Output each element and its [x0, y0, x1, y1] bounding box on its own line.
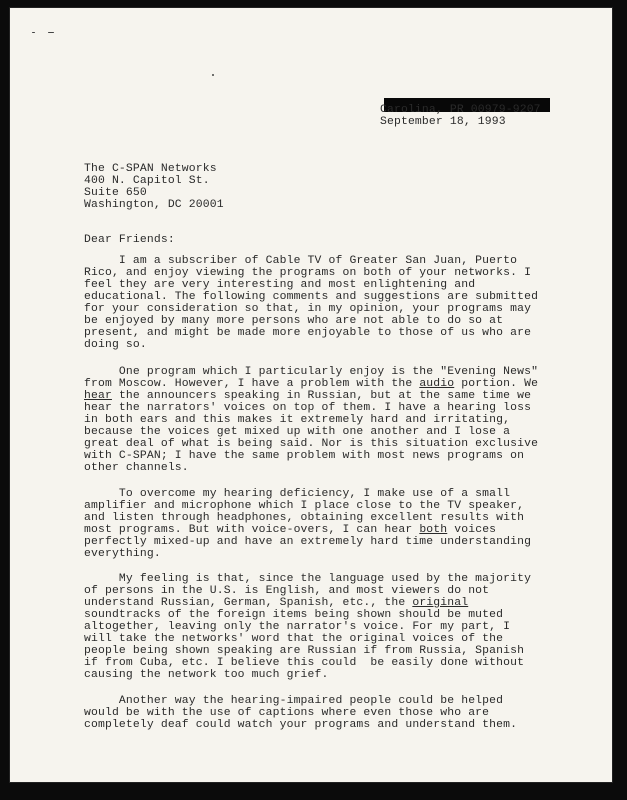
paragraph-line: would be with the use of captions where even those who are — [84, 707, 490, 719]
sender-city-line: Carolina, PR 00979-9207 — [380, 104, 541, 116]
paragraph-line: amplifier and microphone which I place close to the TV speaker, — [84, 500, 525, 512]
paragraph-line: for your consideration so that, in my opinion, your programs may — [84, 303, 532, 315]
paragraph-line: present, and might be made more enjoyable to those of us who are — [84, 327, 532, 339]
salutation: Dear Friends: — [84, 234, 175, 246]
text-run: most programs. But with voice-overs, I can hear — [84, 524, 420, 536]
text-run: from Moscow. However, I have a problem with the — [84, 378, 420, 390]
paragraph-line: doing so. — [84, 339, 147, 351]
paragraph-line: perfectly mixed-up and have an extremely hard time understanding — [84, 536, 532, 548]
paragraph-line: because the voices get mixed up with one another and I lose a — [84, 426, 511, 438]
paragraph-line: of persons in the U.S. is English, and most viewers do not — [84, 585, 490, 597]
underlined-word: both — [419, 524, 448, 536]
paragraph-line — [84, 598, 468, 610]
paragraph-line: soundtracks of the foreign items being shown should be muted — [84, 609, 504, 621]
paragraph-line: Another way the hearing-impaired people could be helped — [84, 695, 504, 707]
paragraph-line: in both ears and this makes it extremely hard and irritating, — [84, 414, 511, 426]
paragraph-line: great deal of what is being said. Nor is this situation exclusive — [84, 438, 539, 450]
paragraph-line: other channels. — [84, 462, 189, 474]
recipient-line: 400 N. Capitol St. — [84, 175, 210, 187]
paper-speck — [32, 32, 35, 33]
paragraph-line: people being shown speaking are Russian if from Russia, Spanish — [84, 645, 525, 657]
paragraph-line: causing the network too much grief. — [84, 669, 329, 681]
paper-speck — [48, 32, 54, 33]
underlined-word: original — [412, 597, 469, 609]
text-run: understand Russian, German, Spanish, etc., the — [84, 597, 413, 609]
paragraph-line: everything. — [84, 548, 161, 560]
paragraph-line: My feeling is that, since the language used by the majority — [84, 573, 532, 585]
letter-date: September 18, 1993 — [380, 116, 506, 128]
paragraph-line: educational. The following comments and suggestions are submitted — [84, 291, 539, 303]
paragraph-line: I am a subscriber of Cable TV of Greater San Juan, Puerto — [84, 255, 518, 267]
paragraph-line: hear the narrators' voices on top of them. I have a hearing loss — [84, 402, 532, 414]
letter-page — [10, 8, 612, 782]
text-run: portion. We — [454, 378, 539, 390]
paragraph-line: and listen through headphones, obtaining excellent results with — [84, 512, 525, 524]
paragraph-line: To overcome my hearing deficiency, I make use of a small — [84, 488, 511, 500]
underlined-word: audio — [419, 378, 455, 390]
underlined-word: hear — [84, 390, 112, 402]
paragraph-line: with C-SPAN; I have the same problem with most news programs on — [84, 450, 525, 462]
paragraph-line: be enjoyed by many more persons who are not able to do so at — [84, 315, 504, 327]
paragraph-line — [84, 525, 496, 537]
paragraph-line: feel they are very interesting and most enlightening and — [84, 279, 476, 291]
recipient-line: Washington, DC 20001 — [84, 199, 224, 211]
recipient-line: Suite 650 — [84, 187, 147, 199]
paragraph-line: will take the networks' word that the original voices of the — [84, 633, 504, 645]
paragraph-line: Rico, and enjoy viewing the programs on both of your networks. I — [84, 267, 532, 279]
paragraph-line: One program which I particularly enjoy is the "Evening News" — [84, 366, 539, 378]
paragraph-line: if from Cuba, etc. I believe this could be easily done without — [84, 657, 525, 669]
text-run: the announcers speaking in Russian, but at the same time we — [111, 390, 532, 402]
paragraph-line — [84, 391, 531, 403]
text-run: voices — [447, 524, 497, 536]
paper-speck — [212, 74, 214, 76]
recipient-line: The C-SPAN Networks — [84, 163, 217, 175]
paragraph-line: completely deaf could watch your programs and understand them. — [84, 719, 518, 731]
paragraph-line — [84, 379, 538, 391]
paragraph-line: altogether, leaving only the narrator's voice. For my part, I — [84, 621, 511, 633]
